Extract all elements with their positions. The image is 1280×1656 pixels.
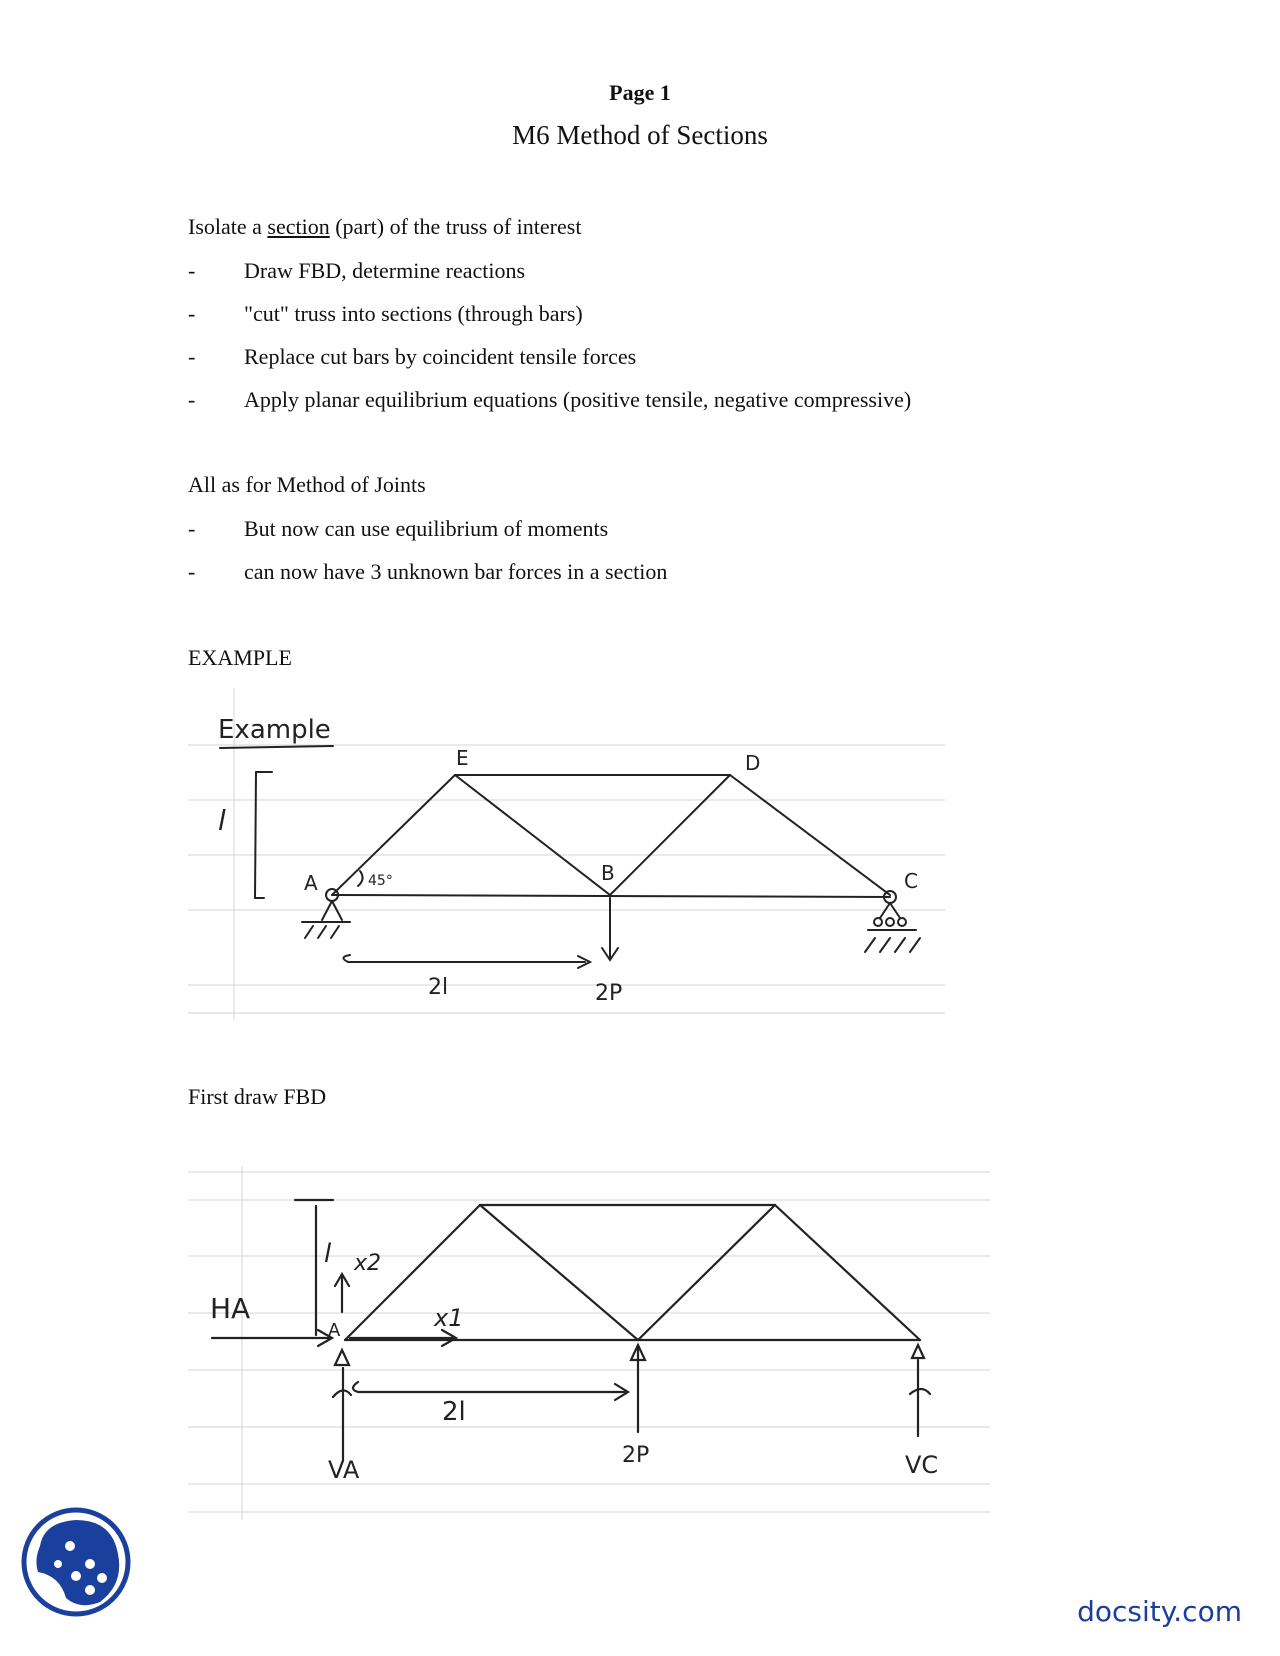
span-label: 2l xyxy=(428,975,449,1000)
fbd-A-label: A xyxy=(328,1320,341,1341)
node-C-label: C xyxy=(904,869,918,893)
ruled-lines-fbd xyxy=(188,1166,990,1520)
bullet-dash: - xyxy=(188,387,196,412)
document-title: M6 Method of Sections xyxy=(512,120,768,150)
bullet-dash: - xyxy=(188,559,196,584)
node-D-label: D xyxy=(745,751,761,775)
x2-axis-label: x2 xyxy=(354,1251,382,1276)
page-label: Page 1 xyxy=(609,80,671,105)
bullet-dash: - xyxy=(188,516,196,541)
joints-heading: All as for Method of Joints xyxy=(188,472,426,497)
intro-bullet: "cut" truss into sections (through bars) xyxy=(244,301,583,326)
fbd-load-label: 2P xyxy=(622,1443,650,1468)
intro-suffix: (part) of the truss of interest xyxy=(329,214,582,239)
VA-label: VA xyxy=(328,1456,360,1484)
intro-bullet: Apply planar equilibrium equations (positive tensile, negative compressive) xyxy=(244,387,912,412)
VC-label: VC xyxy=(905,1451,939,1479)
intro-bullet: Replace cut bars by coincident tensile forces xyxy=(244,344,637,369)
node-B-label: B xyxy=(601,861,615,885)
joints-bullet: But now can use equilibrium of moments xyxy=(244,516,609,541)
load-label: 2P xyxy=(595,981,623,1006)
intro-prefix: Isolate a xyxy=(188,214,268,239)
node-E-label: E xyxy=(456,746,469,770)
bullet-dash: - xyxy=(188,301,196,326)
angle-label: 45° xyxy=(368,873,393,889)
example-heading: EXAMPLE xyxy=(188,645,292,670)
HA-label: HA xyxy=(210,1292,251,1325)
bullet-dash: - xyxy=(188,344,196,369)
docsity-logo-icon xyxy=(20,1506,140,1626)
fbd-heading: First draw FBD xyxy=(188,1084,327,1109)
height-label: l xyxy=(218,804,226,837)
joints-bullet: can now have 3 unknown bar forces in a section xyxy=(244,559,668,584)
node-A-label: A xyxy=(304,871,318,895)
fbd-span-label: 2l xyxy=(442,1397,466,1427)
brand-link[interactable]: docsity.com xyxy=(1077,1595,1242,1628)
intro-underlined-word: section xyxy=(267,214,330,239)
intro-bullet: Draw FBD, determine reactions xyxy=(244,258,526,283)
sketch-title: Example xyxy=(218,715,331,745)
fbd-height-label: l xyxy=(324,1239,332,1269)
fbd-members xyxy=(212,1200,930,1460)
x1-axis-label: x1 xyxy=(434,1304,464,1332)
bullet-dash: - xyxy=(188,258,196,283)
